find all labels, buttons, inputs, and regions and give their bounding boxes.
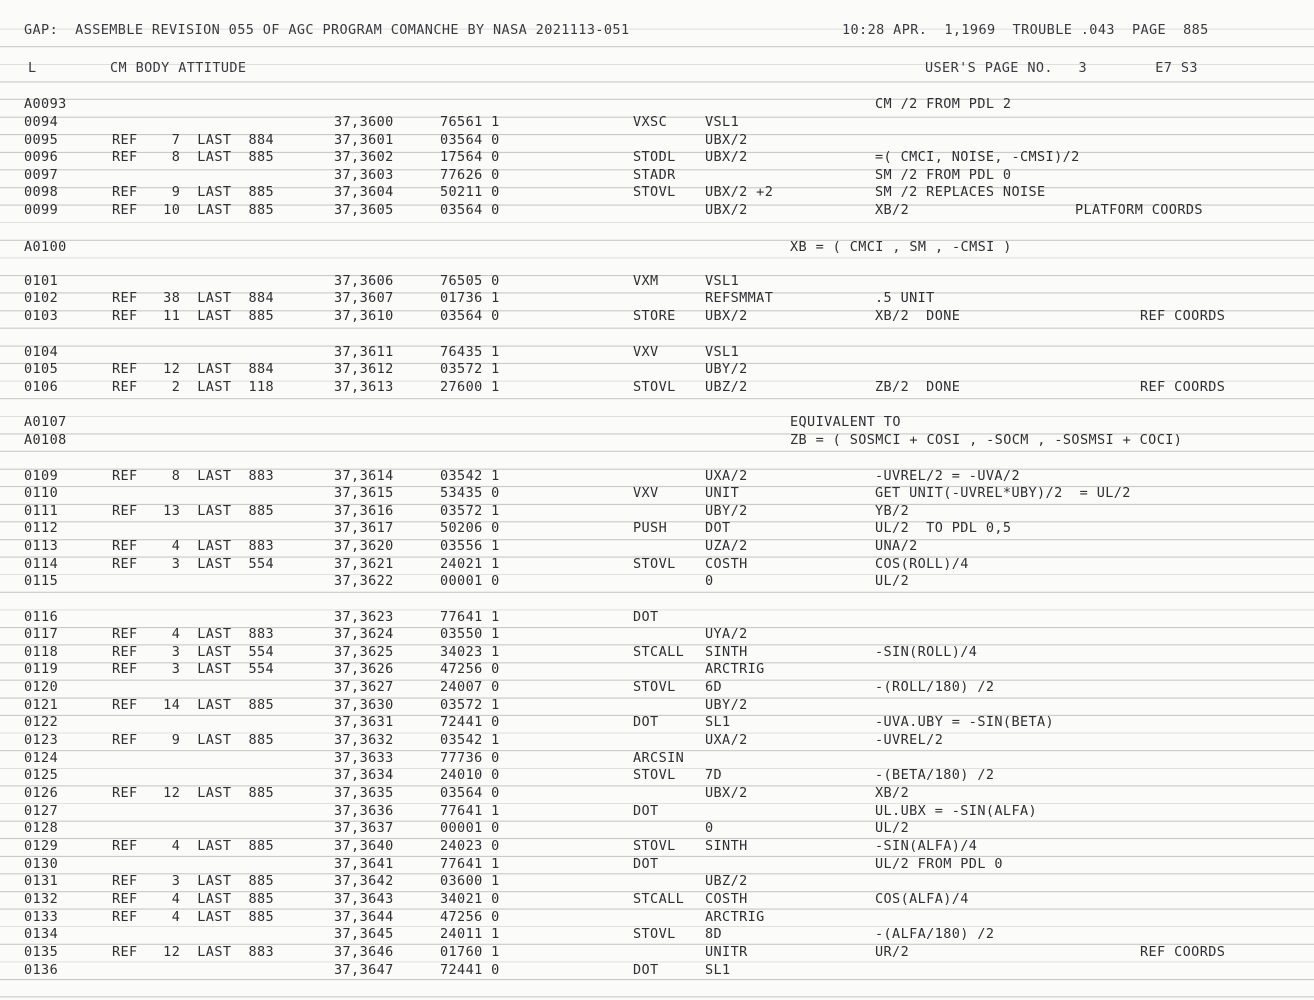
listing-row	[0, 239, 1314, 256]
opcode: STOVL	[633, 838, 676, 854]
address: 37,3600	[334, 114, 394, 130]
comment: SM /2 REPLACES NOISE	[875, 184, 1046, 200]
octal-code: 17564 0	[440, 149, 500, 165]
octal-code: 03564 0	[440, 308, 500, 324]
opcode: DOT	[633, 803, 659, 819]
listing-row	[0, 149, 1314, 166]
address: 37,3636	[334, 803, 394, 819]
note: REF COORDS	[1140, 379, 1226, 395]
listing-row	[0, 414, 1314, 431]
listing-row	[0, 202, 1314, 219]
listing-row	[0, 785, 1314, 802]
opcode: STOVL	[633, 556, 676, 572]
listing-row	[0, 344, 1314, 361]
line-number: 0126	[24, 785, 59, 801]
operand: UBY/2	[705, 503, 748, 519]
header-line-1	[0, 22, 1314, 39]
comment: XB/2 DONE	[875, 308, 961, 324]
listing-row	[0, 661, 1314, 678]
operand: UBX/2	[705, 785, 748, 801]
listing-row	[0, 909, 1314, 926]
address: 37,3641	[334, 856, 394, 872]
address: 37,3605	[334, 202, 394, 218]
line-number: 0125	[24, 767, 59, 783]
line-number: 0111	[24, 503, 59, 519]
comment: COS(ALFA)/4	[875, 891, 969, 907]
operand: SINTH	[705, 838, 748, 854]
octal-code: 77736 0	[440, 750, 500, 766]
address: 37,3644	[334, 909, 394, 925]
octal-code: 34021 0	[440, 891, 500, 907]
line-number: 0118	[24, 644, 59, 660]
octal-code: 72441 0	[440, 714, 500, 730]
line-number: 0114	[24, 556, 59, 572]
comment: UL/2 TO PDL 0,5	[875, 520, 1012, 536]
address: 37,3622	[334, 573, 394, 589]
line-number: A0107	[24, 414, 67, 430]
address: 37,3614	[334, 468, 394, 484]
operand: ARCTRIG	[705, 661, 765, 677]
address: 37,3645	[334, 926, 394, 942]
line-number: 0103	[24, 308, 59, 324]
listing-row	[0, 184, 1314, 201]
address: 37,3626	[334, 661, 394, 677]
octal-code: 34023 1	[440, 644, 500, 660]
operand: UBY/2	[705, 697, 748, 713]
listing-row	[0, 308, 1314, 325]
ref-info: REF 9 LAST 885	[112, 732, 275, 748]
operand: REFSMMAT	[705, 290, 774, 306]
line-number: 0136	[24, 962, 59, 978]
operand: UXA/2	[705, 468, 748, 484]
operand: SINTH	[705, 644, 748, 660]
line-number: 0098	[24, 184, 59, 200]
opcode: DOT	[633, 962, 659, 978]
opcode: PUSH	[633, 520, 668, 536]
comment: UNA/2	[875, 538, 918, 554]
operand: 0	[705, 573, 714, 589]
octal-code: 77641 1	[440, 803, 500, 819]
comment: XB = ( CMCI , SM , -CMSI )	[790, 239, 1012, 255]
octal-code: 03600 1	[440, 873, 500, 889]
comment: ZB/2 DONE	[875, 379, 961, 395]
comment: XB/2	[875, 202, 910, 218]
line-number: A0100	[24, 239, 67, 255]
octal-code: 72441 0	[440, 962, 500, 978]
ref-info: REF 2 LAST 118	[112, 379, 275, 395]
address: 37,3625	[334, 644, 394, 660]
listing-row	[0, 714, 1314, 731]
operand: VSL1	[705, 344, 740, 360]
line-number: A0108	[24, 432, 67, 448]
line-number: 0132	[24, 891, 59, 907]
listing-row	[0, 626, 1314, 643]
address: 37,3616	[334, 503, 394, 519]
header-line-2	[0, 60, 1314, 77]
opcode: DOT	[633, 856, 659, 872]
line-number: 0104	[24, 344, 59, 360]
comment: EQUIVALENT TO	[790, 414, 901, 430]
operand: UBZ/2	[705, 379, 748, 395]
operand: VSL1	[705, 273, 740, 289]
line-number: A0093	[24, 96, 67, 112]
address: 37,3621	[334, 556, 394, 572]
line-number: 0116	[24, 609, 59, 625]
line-number: 0115	[24, 573, 59, 589]
opcode: VXSC	[633, 114, 668, 130]
line-number: 0135	[24, 944, 59, 960]
octal-code: 24011 1	[440, 926, 500, 942]
line-number: 0124	[24, 750, 59, 766]
comment: -SIN(ALFA)/4	[875, 838, 978, 854]
operand: COSTH	[705, 891, 748, 907]
listing-row	[0, 468, 1314, 485]
ref-info: REF 4 LAST 883	[112, 538, 275, 554]
octal-code: 03542 1	[440, 468, 500, 484]
octal-code: 03564 0	[440, 202, 500, 218]
line-number: 0119	[24, 661, 59, 677]
opcode: STOVL	[633, 379, 676, 395]
address: 37,3640	[334, 838, 394, 854]
line-number: 0113	[24, 538, 59, 554]
line-number: 0123	[24, 732, 59, 748]
opcode: VXM	[633, 273, 659, 289]
ref-info: REF 12 LAST 885	[112, 785, 275, 801]
line-number: 0131	[24, 873, 59, 889]
octal-code: 76561 1	[440, 114, 500, 130]
ref-info: REF 3 LAST 885	[112, 873, 275, 889]
operand: UYA/2	[705, 626, 748, 642]
ref-info: REF 3 LAST 554	[112, 661, 275, 677]
octal-code: 03564 0	[440, 132, 500, 148]
operand: UBY/2	[705, 361, 748, 377]
listing-row	[0, 361, 1314, 378]
listing-row	[0, 697, 1314, 714]
listing-row	[0, 167, 1314, 184]
octal-code: 24023 0	[440, 838, 500, 854]
comment: -(BETA/180) /2	[875, 767, 995, 783]
comment: CM /2 FROM PDL 2	[875, 96, 1012, 112]
listing-row	[0, 273, 1314, 290]
address: 37,3624	[334, 626, 394, 642]
line-number: 0099	[24, 202, 59, 218]
octal-code: 27600 1	[440, 379, 500, 395]
address: 37,3630	[334, 697, 394, 713]
header-section-title: CM BODY ATTITUDE	[110, 60, 247, 76]
octal-code: 03564 0	[440, 785, 500, 801]
address: 37,3602	[334, 149, 394, 165]
opcode: STOVL	[633, 184, 676, 200]
address: 37,3604	[334, 184, 394, 200]
listing-row	[0, 750, 1314, 767]
address: 37,3647	[334, 962, 394, 978]
listing-row	[0, 556, 1314, 573]
address: 37,3607	[334, 290, 394, 306]
ref-info: REF 9 LAST 885	[112, 184, 275, 200]
listing-row	[0, 114, 1314, 131]
address: 37,3615	[334, 485, 394, 501]
line-number: 0110	[24, 485, 59, 501]
octal-code: 03542 1	[440, 732, 500, 748]
operand: UZA/2	[705, 538, 748, 554]
comment: -UVREL/2 = -UVA/2	[875, 468, 1020, 484]
operand: 0	[705, 820, 714, 836]
line-number: 0112	[24, 520, 59, 536]
address: 37,3620	[334, 538, 394, 554]
address: 37,3632	[334, 732, 394, 748]
line-number: 0129	[24, 838, 59, 854]
octal-code: 53435 0	[440, 485, 500, 501]
listing-row	[0, 132, 1314, 149]
ref-info: REF 13 LAST 885	[112, 503, 275, 519]
address: 37,3637	[334, 820, 394, 836]
comment: COS(ROLL)/4	[875, 556, 969, 572]
listing-row	[0, 290, 1314, 307]
opcode: STOVL	[633, 679, 676, 695]
ref-info: REF 12 LAST 884	[112, 361, 275, 377]
opcode: STOVL	[633, 926, 676, 942]
address: 37,3610	[334, 308, 394, 324]
listing-row	[0, 573, 1314, 590]
listing-row	[0, 432, 1314, 449]
comment: UL/2 FROM PDL 0	[875, 856, 1003, 872]
ref-info: REF 14 LAST 885	[112, 697, 275, 713]
operand: DOT	[705, 520, 731, 536]
octal-code: 77641 1	[440, 856, 500, 872]
listing-row	[0, 891, 1314, 908]
address: 37,3646	[334, 944, 394, 960]
opcode: STADR	[633, 167, 676, 183]
octal-code: 03572 1	[440, 697, 500, 713]
octal-code: 24021 1	[440, 556, 500, 572]
address: 37,3635	[334, 785, 394, 801]
operand: UBX/2	[705, 202, 748, 218]
header-user-page: USER'S PAGE NO. 3 E7 S3	[925, 60, 1198, 76]
address: 37,3633	[334, 750, 394, 766]
address: 37,3627	[334, 679, 394, 695]
octal-code: 76435 1	[440, 344, 500, 360]
line-number: 0109	[24, 468, 59, 484]
line-number: 0130	[24, 856, 59, 872]
listing-row	[0, 873, 1314, 890]
comment: =( CMCI, NOISE, -CMSI)/2	[875, 149, 1080, 165]
listing-row	[0, 609, 1314, 626]
address: 37,3611	[334, 344, 394, 360]
listing-row	[0, 962, 1314, 979]
octal-code: 77626 0	[440, 167, 500, 183]
line-number: 0097	[24, 167, 59, 183]
line-number: 0120	[24, 679, 59, 695]
ref-info: REF 11 LAST 885	[112, 308, 275, 324]
octal-code: 03572 1	[440, 361, 500, 377]
note: PLATFORM COORDS	[1075, 202, 1203, 218]
opcode: ARCSIN	[633, 750, 685, 766]
listing-row	[0, 820, 1314, 837]
comment: -(ROLL/180) /2	[875, 679, 995, 695]
octal-code: 50211 0	[440, 184, 500, 200]
listing-row	[0, 485, 1314, 502]
opcode: VXV	[633, 485, 659, 501]
listing-row	[0, 732, 1314, 749]
opcode: DOT	[633, 609, 659, 625]
comment: UL.UBX = -SIN(ALFA)	[875, 803, 1038, 819]
operand: UBZ/2	[705, 873, 748, 889]
comment: XB/2	[875, 785, 910, 801]
line-number: 0102	[24, 290, 59, 306]
ref-info: REF 12 LAST 883	[112, 944, 275, 960]
operand: 7D	[705, 767, 723, 783]
line-number: 0121	[24, 697, 59, 713]
opcode: VXV	[633, 344, 659, 360]
listing-row	[0, 856, 1314, 873]
opcode: STORE	[633, 308, 676, 324]
comment: SM /2 FROM PDL 0	[875, 167, 1012, 183]
header-l: L	[28, 60, 37, 76]
operand: UNITR	[705, 944, 748, 960]
operand: UNIT	[705, 485, 740, 501]
listing-row	[0, 838, 1314, 855]
octal-code: 03556 1	[440, 538, 500, 554]
octal-code: 76505 0	[440, 273, 500, 289]
address: 37,3631	[334, 714, 394, 730]
ref-info: REF 4 LAST 885	[112, 838, 275, 854]
operand: COSTH	[705, 556, 748, 572]
comment: UR/2	[875, 944, 910, 960]
ref-info: REF 8 LAST 885	[112, 149, 275, 165]
line-number: 0101	[24, 273, 59, 289]
line-number: 0117	[24, 626, 59, 642]
line-number: 0134	[24, 926, 59, 942]
comment: -UVA.UBY = -SIN(BETA)	[875, 714, 1055, 730]
operand: UXA/2	[705, 732, 748, 748]
comment: UL/2	[875, 573, 910, 589]
ref-info: REF 3 LAST 554	[112, 644, 275, 660]
line-number: 0133	[24, 909, 59, 925]
operand: SL1	[705, 962, 731, 978]
comment: UL/2	[875, 820, 910, 836]
opcode: STODL	[633, 149, 676, 165]
opcode: DOT	[633, 714, 659, 730]
listing-row	[0, 803, 1314, 820]
address: 37,3606	[334, 273, 394, 289]
listing-row	[0, 503, 1314, 520]
operand: ARCTRIG	[705, 909, 765, 925]
line-number: 0096	[24, 149, 59, 165]
octal-code: 24007 0	[440, 679, 500, 695]
operand: 8D	[705, 926, 723, 942]
address: 37,3613	[334, 379, 394, 395]
opcode: STOVL	[633, 767, 676, 783]
listing-row	[0, 379, 1314, 396]
octal-code: 03572 1	[440, 503, 500, 519]
comment: -SIN(ROLL)/4	[875, 644, 978, 660]
header-assembly-title: GAP: ASSEMBLE REVISION 055 OF AGC PROGRAM COMANCHE BY NASA 2021113-051	[24, 22, 630, 38]
listing-row	[0, 767, 1314, 784]
octal-code: 03550 1	[440, 626, 500, 642]
note: REF COORDS	[1140, 308, 1226, 324]
octal-code: 00001 0	[440, 573, 500, 589]
address: 37,3634	[334, 767, 394, 783]
ref-info: REF 4 LAST 885	[112, 891, 275, 907]
operand: UBX/2	[705, 132, 748, 148]
listing-row	[0, 644, 1314, 661]
listing-row	[0, 926, 1314, 943]
line-number: 0128	[24, 820, 59, 836]
line-number: 0106	[24, 379, 59, 395]
ref-info: REF 4 LAST 883	[112, 626, 275, 642]
address: 37,3643	[334, 891, 394, 907]
octal-code: 01736 1	[440, 290, 500, 306]
operand: UBX/2	[705, 149, 748, 165]
line-number: 0127	[24, 803, 59, 819]
line-number: 0105	[24, 361, 59, 377]
operand: 6D	[705, 679, 723, 695]
address: 37,3623	[334, 609, 394, 625]
listing-row	[0, 538, 1314, 555]
address: 37,3617	[334, 520, 394, 536]
octal-code: 01760 1	[440, 944, 500, 960]
octal-code: 00001 0	[440, 820, 500, 836]
listing-row	[0, 520, 1314, 537]
ref-info: REF 3 LAST 554	[112, 556, 275, 572]
note: REF COORDS	[1140, 944, 1226, 960]
address: 37,3603	[334, 167, 394, 183]
ref-info: REF 4 LAST 885	[112, 909, 275, 925]
address: 37,3601	[334, 132, 394, 148]
header-date-page: 10:28 APR. 1,1969 TROUBLE .043 PAGE 885	[842, 22, 1209, 38]
listing-row	[0, 679, 1314, 696]
ref-info: REF 7 LAST 884	[112, 132, 275, 148]
octal-code: 47256 0	[440, 909, 500, 925]
operand: UBX/2 +2	[705, 184, 774, 200]
line-number: 0122	[24, 714, 59, 730]
address: 37,3642	[334, 873, 394, 889]
line-number: 0095	[24, 132, 59, 148]
operand: VSL1	[705, 114, 740, 130]
opcode: STCALL	[633, 891, 685, 907]
line-number: 0094	[24, 114, 59, 130]
comment: ZB = ( SOSMCI + COSI , -SOCM , -SOSMSI + COCI)	[790, 432, 1183, 448]
operand: UBX/2	[705, 308, 748, 324]
octal-code: 47256 0	[440, 661, 500, 677]
octal-code: 50206 0	[440, 520, 500, 536]
ref-info: REF 10 LAST 885	[112, 202, 275, 218]
operand: SL1	[705, 714, 731, 730]
ref-info: REF 38 LAST 884	[112, 290, 275, 306]
octal-code: 77641 1	[440, 609, 500, 625]
comment: -(ALFA/180) /2	[875, 926, 995, 942]
ref-info: REF 8 LAST 883	[112, 468, 275, 484]
opcode: STCALL	[633, 644, 685, 660]
comment: YB/2	[875, 503, 910, 519]
listing-row	[0, 96, 1314, 113]
address: 37,3612	[334, 361, 394, 377]
octal-code: 24010 0	[440, 767, 500, 783]
comment: GET UNIT(-UVREL*UBY)/2 = UL/2	[875, 485, 1131, 501]
comment: -UVREL/2	[875, 732, 944, 748]
comment: .5 UNIT	[875, 290, 935, 306]
listing-row	[0, 944, 1314, 961]
